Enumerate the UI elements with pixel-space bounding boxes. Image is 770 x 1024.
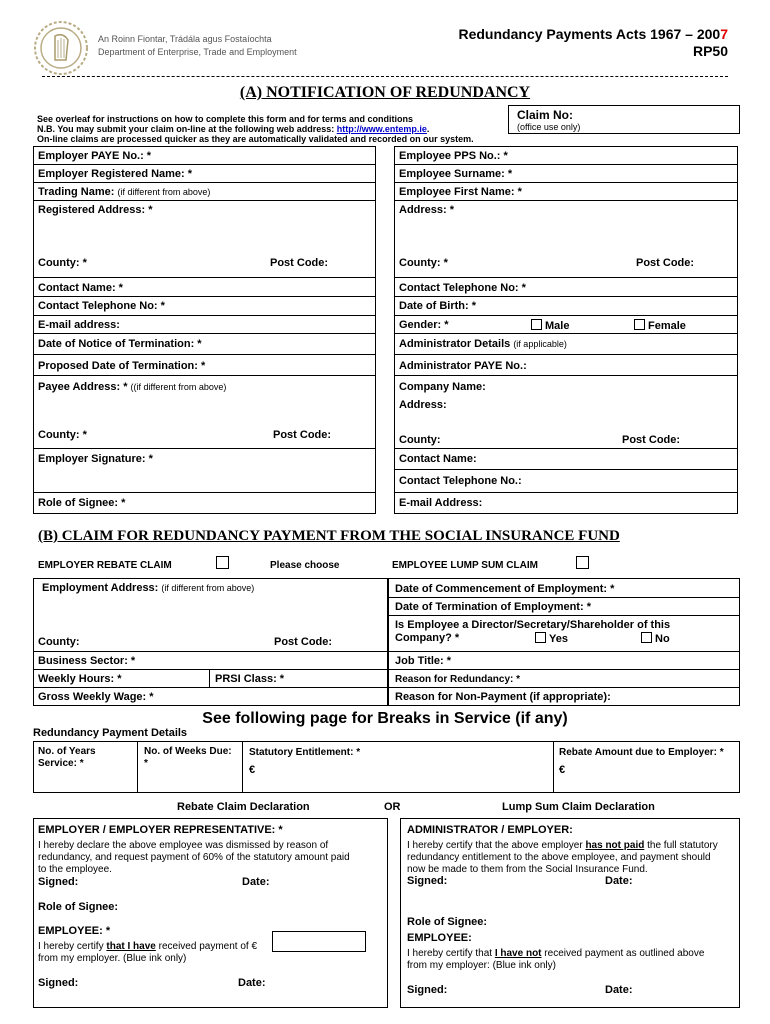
prsi-class-field[interactable]: PRSI Class: * — [215, 673, 285, 685]
administrator-role-of-signee-field[interactable]: Role of Signee: — [407, 916, 488, 928]
director-question-line-1: Is Employee a Director/Secretary/Shareholder of this — [395, 619, 671, 631]
company-county-field[interactable]: County: — [399, 434, 441, 446]
notice-termination-date-field[interactable]: Date of Notice of Termination: * — [38, 338, 202, 350]
company-address-field[interactable]: Address: — [399, 399, 447, 411]
employment-address-label: Employment Address: — [42, 582, 159, 594]
instructions-line-2: N.B. You may submit your claim on-line at the following web address: http://www.entemp.ie. — [37, 124, 430, 134]
payee-address-note: (if different from above) — [133, 382, 227, 392]
employer-county-field[interactable]: County: * — [38, 257, 87, 269]
please-choose-label: Please choose — [270, 560, 340, 571]
trading-name-field[interactable] — [38, 186, 210, 198]
employer-role-of-signee-field[interactable]: Role of Signee: * — [38, 497, 126, 509]
rebate-amount-label: Rebate Amount due to Employer: * — [559, 747, 724, 758]
male-label: Male — [545, 320, 570, 332]
gender-female-option[interactable] — [634, 319, 686, 332]
lump-sum-employee-date-field[interactable]: Date: — [605, 984, 633, 996]
director-no-option[interactable] — [641, 632, 670, 645]
rebate-declaration-text-2: redundancy, and request payment of 60% of the statutory amount paid — [38, 852, 350, 863]
administrator-details-note: (if applicable) — [513, 339, 567, 349]
employment-address-note: (if different from above) — [161, 583, 255, 593]
administrator-paye-field[interactable]: Administrator PAYE No.: — [399, 360, 527, 372]
gross-weekly-wage-field[interactable]: Gross Weekly Wage: * — [38, 691, 154, 703]
lump-sum-employee-cert-pre: I hereby certify that — [407, 948, 493, 959]
payee-address-field[interactable]: Payee Address: * ((if different from above) — [38, 381, 227, 393]
rebate-employee-date-field[interactable]: Date: — [238, 977, 266, 989]
director-no-checkbox[interactable] — [641, 632, 652, 643]
termination-date-field[interactable]: Date of Termination of Employment: * — [395, 601, 591, 613]
employee-address-field[interactable]: Address: * — [399, 204, 455, 216]
administrator-date-field[interactable]: Date: — [605, 875, 633, 887]
act-title — [458, 26, 728, 42]
act-title-year-digit: 7 — [720, 26, 728, 42]
business-sector-field[interactable]: Business Sector: * — [38, 655, 136, 667]
lump-sum-declaration-text-2: redundancy entitlement to the above employee, and payment should — [407, 852, 711, 863]
employer-paye-field[interactable]: Employer PAYE No.: * — [38, 150, 152, 162]
employment-post-code-field[interactable]: Post Code: — [274, 636, 333, 648]
lump-sum-claim-declaration-title: Lump Sum Claim Declaration — [502, 801, 655, 813]
female-label: Female — [648, 320, 686, 332]
rebate-employee-cert-text-2: from my employer. (Blue ink only) — [38, 953, 187, 964]
claim-no-label: Claim No: — [517, 108, 574, 122]
header-dashed-divider — [42, 76, 728, 77]
lump-sum-text-1-post: the full statutory — [647, 840, 718, 851]
administrator-email-field[interactable]: E-mail Address: — [399, 497, 483, 509]
statutory-entitlement-euro[interactable]: € — [249, 764, 256, 776]
rebate-employee-cert-text — [38, 941, 257, 952]
lump-sum-employee-cert-text-2: from my employer: (Blue ink only) — [407, 960, 556, 971]
gender-male-option[interactable] — [531, 319, 569, 332]
employee-contact-telephone-field[interactable]: Contact Telephone No: * — [399, 282, 526, 294]
director-no-label: No — [655, 633, 670, 645]
director-question-line-2: Company? * — [395, 632, 460, 644]
employee-post-code-field[interactable]: Post Code: — [636, 257, 695, 269]
employment-county-field[interactable]: County: — [38, 636, 80, 648]
instructions-line-2-text: N.B. You may submit your claim on-line at the following web address: — [37, 124, 335, 134]
rebate-amount-euro[interactable]: € — [559, 764, 566, 776]
lump-sum-employee-signed-field[interactable]: Signed: — [407, 984, 448, 996]
dept-name-english: Department of Enterprise, Trade and Employment — [98, 47, 297, 57]
job-title-field[interactable]: Job Title: * — [395, 655, 452, 667]
trading-name-note: (if different from above) — [117, 187, 211, 197]
rebate-claim-declaration-title: Rebate Claim Declaration — [177, 801, 310, 813]
employer-declaration-role-field[interactable]: Role of Signee: — [38, 901, 119, 913]
dept-name-irish: An Roinn Fiontar, Trádála agus Fostaíochta — [98, 34, 272, 44]
instructions-line-1: See overleaf for instructions on how to complete this form and for terms and conditions — [37, 114, 414, 124]
director-yes-option[interactable] — [535, 632, 568, 645]
administrator-signed-field[interactable]: Signed: — [407, 875, 448, 887]
lump-sum-text-1-bold: has not paid — [585, 840, 645, 851]
harp-seal-logo — [33, 20, 89, 76]
administrator-contact-name-field[interactable]: Contact Name: — [399, 453, 477, 465]
redundancy-payment-details-title: Redundancy Payment Details — [33, 727, 188, 739]
rebate-declaration-text-1: I hereby declare the above employee was dismissed by reason of — [38, 840, 329, 851]
gender-label: Gender: * — [399, 319, 449, 331]
contact-name-field[interactable]: Contact Name: * — [38, 282, 123, 294]
statutory-entitlement-label: Statutory Entitlement: * — [249, 747, 361, 758]
administrator-employer-heading: ADMINISTRATOR / EMPLOYER: — [407, 824, 573, 836]
employer-registered-name-field[interactable]: Employer Registered Name: * — [38, 168, 193, 180]
reason-for-non-payment-field[interactable]: Reason for Non-Payment (if appropriate): — [395, 691, 611, 703]
form-code: RP50 — [692, 43, 728, 59]
email-address-field[interactable]: E-mail address: — [38, 319, 120, 331]
contact-telephone-field[interactable]: Contact Telephone No: * — [38, 300, 165, 312]
rebate-employee-cert-post: received payment of € — [158, 941, 258, 952]
employee-county-field[interactable]: County: * — [399, 257, 448, 269]
registered-address-field[interactable]: Registered Address: * — [38, 204, 153, 216]
rebate-employee-cert-pre: I hereby certify — [38, 941, 104, 952]
employee-surname-field[interactable]: Employee Surname: * — [399, 168, 513, 180]
employment-address-field[interactable] — [42, 582, 254, 594]
breaks-in-service-heading: See following page for Breaks in Service (if any) — [202, 710, 568, 727]
section-b-title: (B) CLAIM FOR REDUNDANCY PAYMENT FROM THE SOCIAL INSURANCE FUND — [38, 528, 620, 544]
male-checkbox[interactable] — [531, 319, 542, 330]
rebate-employee-signed-field[interactable]: Signed: — [38, 977, 79, 989]
lump-sum-declaration-text-1 — [407, 840, 718, 851]
commencement-date-field[interactable]: Date of Commencement of Employment: * — [395, 583, 615, 595]
office-use-note: (office use only) — [517, 122, 581, 132]
employer-rebate-claim-checkbox[interactable] — [216, 556, 229, 569]
administrator-details-label: Administrator Details — [399, 338, 511, 350]
lump-sum-employee-heading: EMPLOYEE: — [407, 932, 472, 944]
employer-signature-field[interactable]: Employer Signature: * — [38, 453, 153, 465]
rebate-declaration-text-3: to the employee. — [38, 864, 112, 875]
date-of-birth-field[interactable]: Date of Birth: * — [399, 300, 476, 312]
payee-post-code-field[interactable]: Post Code: — [273, 429, 332, 441]
administrator-details-heading — [399, 338, 567, 350]
lump-sum-employee-cert-text — [407, 948, 704, 959]
lump-sum-employee-cert-bold: I have not — [494, 948, 542, 959]
weekly-hours-field[interactable]: Weekly Hours: * — [38, 673, 122, 685]
years-of-service-label-2: Service: * — [38, 758, 84, 769]
lump-sum-text-1-pre: I hereby certify that the above employer — [407, 840, 583, 851]
rebate-employee-heading: EMPLOYEE: * — [38, 925, 111, 937]
trading-name-label: Trading Name: — [38, 186, 115, 198]
weeks-due-label: No. of Weeks Due: — [144, 746, 232, 757]
or-label: OR — [384, 801, 401, 813]
employee-pps-field[interactable]: Employee PPS No.: * — [399, 150, 508, 162]
employer-signed-field[interactable]: Signed: — [38, 876, 79, 888]
payee-address-label: Payee Address: * — [38, 381, 128, 393]
claim-no-box — [508, 105, 740, 134]
employee-lump-sum-claim-checkbox[interactable] — [576, 556, 589, 569]
employer-representative-heading: EMPLOYER / EMPLOYER REPRESENTATIVE: * — [38, 824, 283, 836]
act-title-main: Redundancy Payments Acts 1967 – 200 — [458, 26, 721, 42]
rebate-employee-cert-bold: that I have — [106, 941, 156, 952]
lump-sum-employee-cert-post: received payment as outlined above — [544, 948, 705, 959]
employer-rebate-claim-label: EMPLOYER REBATE CLAIM — [38, 560, 172, 571]
lump-sum-declaration-text-3: now be made to them from the Social Insurance Fund. — [407, 864, 648, 875]
reason-for-redundancy-field[interactable]: Reason for Redundancy: * — [395, 674, 521, 685]
employee-first-name-field[interactable]: Employee First Name: * — [399, 186, 522, 198]
proposed-termination-date-field[interactable]: Proposed Date of Termination: * — [38, 360, 206, 372]
instructions-line-3: On-line claims are processed quicker as they are automatically validated and recorded on our system. — [37, 134, 474, 144]
received-amount-input[interactable] — [272, 931, 366, 952]
online-claim-link[interactable]: http://www.entemp.ie — [336, 124, 427, 134]
payee-county-field[interactable]: County: * — [38, 429, 87, 441]
company-post-code-field[interactable]: Post Code: — [622, 434, 681, 446]
employee-lump-sum-claim-label: EMPLOYEE LUMP SUM CLAIM — [392, 560, 538, 571]
section-a-title: (A) NOTIFICATION OF REDUNDANCY — [239, 84, 531, 101]
company-name-field[interactable]: Company Name: — [399, 381, 486, 393]
director-yes-checkbox[interactable] — [535, 632, 546, 643]
director-yes-label: Yes — [549, 633, 568, 645]
weeks-due-asterisk: * — [144, 758, 148, 769]
years-of-service-label-1: No. of Years — [38, 746, 96, 757]
administrator-contact-telephone-field[interactable]: Contact Telephone No.: — [399, 475, 522, 487]
employer-date-field[interactable]: Date: — [242, 876, 270, 888]
employer-post-code-field[interactable]: Post Code: — [270, 257, 329, 269]
female-checkbox[interactable] — [634, 319, 645, 330]
